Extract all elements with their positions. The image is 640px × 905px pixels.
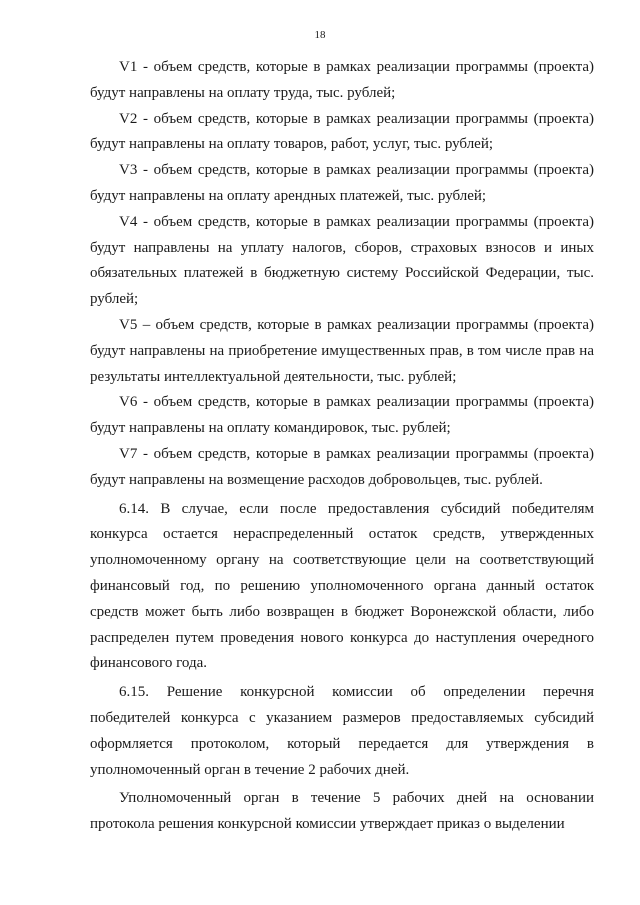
paragraph-v4: V4 - объем средств, которые в рамках реализации программы (проекта) будут направлены на уплату налогов, сборов, страховых взносов и иных обязательных платежей в бюджетную систему Российской Федерации, тыс. рублей; bbox=[90, 213, 594, 308]
paragraph-6-14: 6.14. В случае, если после предоставления субсидий победителям конкурса остается нераспределенный остаток средств, утвержденных уполномоченному органу на соответствующие цели на соответствующий финансовый год, по решению уполномоченного органа данный остаток средств может быть либо возвращен в бюджет Воронежской области, либо распределен путем проведения нового конкурса до наступления очередного финансового года. bbox=[90, 500, 594, 672]
document-body bbox=[90, 55, 594, 838]
page-number: 18 bbox=[314, 29, 326, 41]
paragraph-v2: V2 - объем средств, которые в рамках реализации программы (проекта) будут направлены на оплату товаров, работ, услуг, тыс. рублей; bbox=[90, 110, 594, 153]
paragraph-v7: V7 - объем средств, которые в рамках реализации программы (проекта) будут направлены на возмещение расходов добровольцев, тыс. рублей. bbox=[90, 445, 594, 488]
paragraph-authority: Уполномоченный орган в течение 5 рабочих дней на основании протокола решения конкурсной комиссии утверждает приказ о выделении bbox=[90, 790, 594, 833]
paragraph-v6: V6 - объем средств, которые в рамках реализации программы (проекта) будут направлены на оплату командировок, тыс. рублей; bbox=[90, 394, 594, 437]
paragraph-v3: V3 - объем средств, которые в рамках реализации программы (проекта) будут направлены на оплату арендных платежей, тыс. рублей; bbox=[90, 162, 594, 204]
paragraph-6-15: 6.15. Решение конкурсной комиссии об определении перечня победителей конкурса с указанием размеров предоставляемых субсидий оформляется протоколом, который передается для утверждения в уполномоченный орган в течение 2 рабочих дней. bbox=[90, 684, 594, 778]
paragraph-v5: V5 – объем средств, которые в рамках реализации программы (проекта) будут направлены на приобретение имущественных прав, в том числе прав на результаты интеллектуальной деятельности, тыс. рублей; bbox=[90, 316, 594, 385]
paragraph-v1: V1 - объем средств, которые в рамках реализации программы (проекта) будут направлены на оплату труда, тыс. рублей; bbox=[90, 59, 594, 101]
